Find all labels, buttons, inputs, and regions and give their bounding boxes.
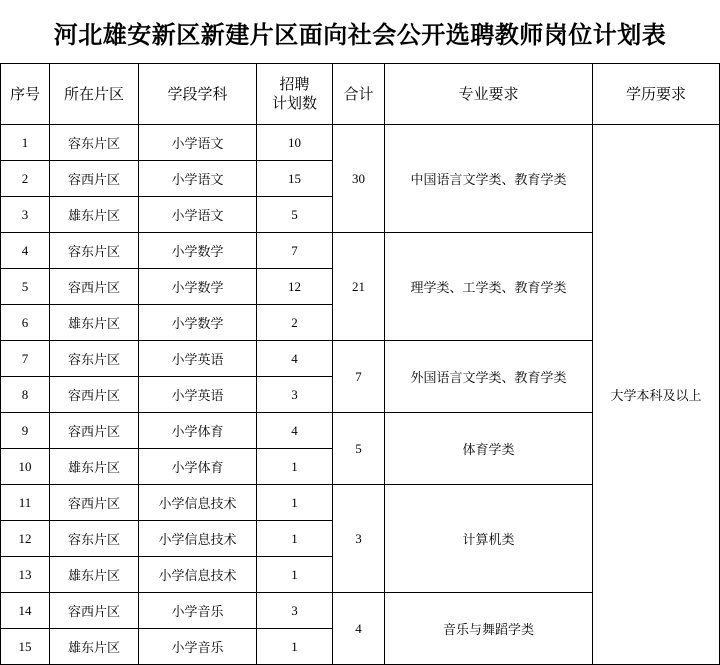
header-education: 学历要求 bbox=[593, 64, 720, 125]
header-area: 所在片区 bbox=[50, 64, 139, 125]
cell-count: 4 bbox=[257, 341, 333, 377]
table-row bbox=[1, 125, 720, 161]
table-header-row bbox=[1, 64, 720, 125]
header-major: 专业要求 bbox=[385, 64, 593, 125]
cell-group-total: 4 bbox=[333, 593, 385, 665]
cell-subject: 小学音乐 bbox=[139, 593, 257, 629]
cell-subject: 小学语文 bbox=[139, 197, 257, 233]
cell-group-major: 理学类、工学类、教育学类 bbox=[385, 233, 593, 341]
cell-count: 3 bbox=[257, 377, 333, 413]
header-subject: 学段学科 bbox=[139, 64, 257, 125]
cell-seq: 3 bbox=[1, 197, 50, 233]
cell-seq: 14 bbox=[1, 593, 50, 629]
header-total: 合计 bbox=[333, 64, 385, 125]
cell-count: 4 bbox=[257, 413, 333, 449]
cell-seq: 8 bbox=[1, 377, 50, 413]
cell-subject: 小学体育 bbox=[139, 449, 257, 485]
cell-area: 容西片区 bbox=[50, 593, 139, 629]
cell-count: 7 bbox=[257, 233, 333, 269]
cell-group-major: 体育学类 bbox=[385, 413, 593, 485]
cell-subject: 小学数学 bbox=[139, 269, 257, 305]
cell-subject: 小学音乐 bbox=[139, 629, 257, 665]
cell-subject: 小学英语 bbox=[139, 341, 257, 377]
cell-group-major: 外国语言文学类、教育学类 bbox=[385, 341, 593, 413]
cell-subject: 小学信息技术 bbox=[139, 485, 257, 521]
cell-area: 雄东片区 bbox=[50, 197, 139, 233]
cell-count: 3 bbox=[257, 593, 333, 629]
header-plan-count-line1: 招聘 bbox=[279, 75, 310, 93]
cell-group-total: 5 bbox=[333, 413, 385, 485]
cell-area: 雄东片区 bbox=[50, 449, 139, 485]
cell-count: 12 bbox=[257, 269, 333, 305]
cell-count: 15 bbox=[257, 161, 333, 197]
recruitment-plan-table bbox=[0, 63, 720, 665]
cell-area: 容东片区 bbox=[50, 341, 139, 377]
cell-area: 容东片区 bbox=[50, 125, 139, 161]
cell-group-total: 7 bbox=[333, 341, 385, 413]
cell-subject: 小学数学 bbox=[139, 233, 257, 269]
cell-subject: 小学语文 bbox=[139, 125, 257, 161]
cell-area: 容西片区 bbox=[50, 413, 139, 449]
cell-education-requirement: 大学本科及以上 bbox=[593, 125, 720, 665]
cell-subject: 小学语文 bbox=[139, 161, 257, 197]
cell-count: 1 bbox=[257, 629, 333, 665]
cell-subject: 小学数学 bbox=[139, 305, 257, 341]
cell-count: 1 bbox=[257, 557, 333, 593]
cell-seq: 6 bbox=[1, 305, 50, 341]
cell-area: 容西片区 bbox=[50, 269, 139, 305]
cell-subject: 小学信息技术 bbox=[139, 521, 257, 557]
cell-seq: 9 bbox=[1, 413, 50, 449]
cell-group-total: 30 bbox=[333, 125, 385, 233]
cell-group-major: 中国语言文学类、教育学类 bbox=[385, 125, 593, 233]
cell-seq: 13 bbox=[1, 557, 50, 593]
cell-count: 1 bbox=[257, 449, 333, 485]
cell-subject: 小学英语 bbox=[139, 377, 257, 413]
cell-count: 1 bbox=[257, 485, 333, 521]
cell-seq: 7 bbox=[1, 341, 50, 377]
cell-area: 容西片区 bbox=[50, 161, 139, 197]
cell-area: 雄东片区 bbox=[50, 305, 139, 341]
page-title: 河北雄安新区新建片区面向社会公开选聘教师岗位计划表 bbox=[53, 19, 667, 49]
header-seq: 序号 bbox=[1, 64, 50, 125]
cell-subject: 小学体育 bbox=[139, 413, 257, 449]
cell-group-total: 3 bbox=[333, 485, 385, 593]
cell-seq: 5 bbox=[1, 269, 50, 305]
cell-seq: 11 bbox=[1, 485, 50, 521]
cell-area: 容东片区 bbox=[50, 521, 139, 557]
cell-count: 2 bbox=[257, 305, 333, 341]
cell-area: 容西片区 bbox=[50, 485, 139, 521]
header-plan-count bbox=[257, 64, 333, 125]
cell-seq: 10 bbox=[1, 449, 50, 485]
cell-count: 10 bbox=[257, 125, 333, 161]
cell-seq: 1 bbox=[1, 125, 50, 161]
cell-area: 雄东片区 bbox=[50, 629, 139, 665]
cell-group-major: 计算机类 bbox=[385, 485, 593, 593]
header-plan-count-line2: 计划数 bbox=[271, 94, 317, 112]
cell-area: 容东片区 bbox=[50, 233, 139, 269]
cell-seq: 4 bbox=[1, 233, 50, 269]
cell-count: 1 bbox=[257, 521, 333, 557]
cell-area: 雄东片区 bbox=[50, 557, 139, 593]
cell-subject: 小学信息技术 bbox=[139, 557, 257, 593]
cell-group-major: 音乐与舞蹈学类 bbox=[385, 593, 593, 665]
cell-seq: 12 bbox=[1, 521, 50, 557]
cell-seq: 2 bbox=[1, 161, 50, 197]
cell-count: 5 bbox=[257, 197, 333, 233]
cell-group-total: 21 bbox=[333, 233, 385, 341]
cell-area: 容西片区 bbox=[50, 377, 139, 413]
cell-seq: 15 bbox=[1, 629, 50, 665]
